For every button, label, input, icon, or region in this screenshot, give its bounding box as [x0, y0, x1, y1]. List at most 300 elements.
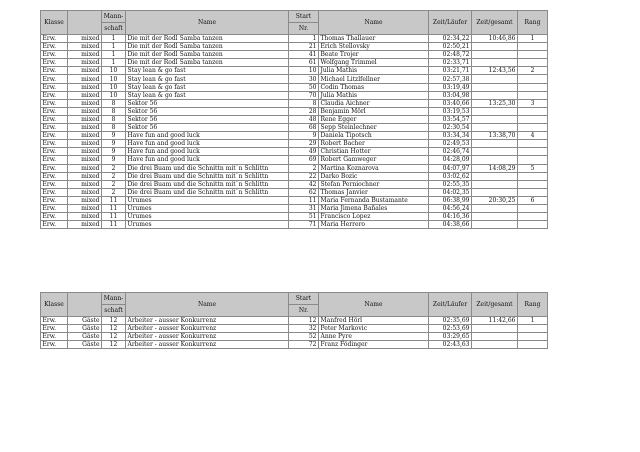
cell-mannschaft: 9 [102, 156, 126, 164]
cell-rang [518, 180, 548, 188]
cell-start-nr: 68 [289, 124, 319, 132]
cell-klasse: Erw. [41, 99, 68, 107]
cell-start-nr: 8 [289, 99, 319, 107]
cell-team-name: Urumes [126, 196, 289, 204]
cell-start-nr: 2 [289, 164, 319, 172]
cell-zeit-laeufer: 03:34,34 [429, 132, 472, 140]
cell-klasse: Erw. [41, 107, 68, 115]
cell-kategorie: mixed [68, 164, 102, 172]
cell-zeit-laeufer: 04:38,66 [429, 221, 472, 229]
cell-mannschaft: 1 [102, 59, 126, 67]
cell-rang [518, 188, 548, 196]
cell-zeit-gesamt [472, 83, 518, 91]
cell-klasse: Erw. [41, 140, 68, 148]
cell-runner-name: Wolfgang Trimmel [319, 59, 429, 67]
table-row [41, 132, 548, 140]
cell-runner-name: Maria Fernanda Bustamante [319, 196, 429, 204]
cell-klasse: Erw. [41, 188, 68, 196]
cell-team-name: Arbeiter - ausser Konkurrenz [126, 333, 289, 341]
cell-runner-name: Anne Pyre [319, 333, 429, 341]
cell-start-nr: 10 [289, 67, 319, 75]
cell-mannschaft: 2 [102, 180, 126, 188]
cell-runner-name: Beate Trojer [319, 51, 429, 59]
table-body [41, 317, 548, 349]
cell-rang [518, 341, 548, 349]
cell-runner-name: Julia Mathis [319, 91, 429, 99]
table-row [41, 333, 548, 341]
cell-zeit-laeufer: 04:56,24 [429, 204, 472, 212]
header-start: Start [289, 11, 319, 23]
cell-klasse: Erw. [41, 91, 68, 99]
table-row [41, 43, 548, 51]
cell-zeit-laeufer: 02:48,72 [429, 51, 472, 59]
header-start: Start [289, 293, 319, 305]
cell-mannschaft: 2 [102, 164, 126, 172]
header-schaft: schaft [102, 23, 126, 35]
cell-team-name: Die mit der Rodl Samba tanzen [126, 35, 289, 43]
cell-rang [518, 325, 548, 333]
header-runner-name: Name [319, 293, 429, 317]
cell-team-name: Stay lean & go fast [126, 67, 289, 75]
cell-klasse: Erw. [41, 341, 68, 349]
table-row [41, 188, 548, 196]
cell-mannschaft: 10 [102, 67, 126, 75]
cell-start-nr: 72 [289, 341, 319, 349]
cell-mannschaft: 9 [102, 132, 126, 140]
cell-start-nr: 9 [289, 132, 319, 140]
cell-zeit-laeufer: 02:46,74 [429, 148, 472, 156]
cell-runner-name: Christian Hotter [319, 148, 429, 156]
header-zeit-gesamt: Zeit/gesamt [472, 293, 518, 317]
cell-runner-name: Thomas Thallauer [319, 35, 429, 43]
header-nr: Nr. [289, 305, 319, 317]
cell-rang [518, 43, 548, 51]
cell-team-name: Die mit der Rodl Samba tanzen [126, 51, 289, 59]
cell-mannschaft: 12 [102, 317, 126, 325]
cell-mannschaft: 12 [102, 325, 126, 333]
header-team-name: Name [126, 293, 289, 317]
cell-kategorie: Gäste [68, 341, 102, 349]
cell-start-nr: 12 [289, 317, 319, 325]
cell-zeit-laeufer: 02:50,21 [429, 43, 472, 51]
cell-mannschaft: 12 [102, 333, 126, 341]
cell-zeit-gesamt: 14:08,29 [472, 164, 518, 172]
cell-zeit-gesamt [472, 75, 518, 83]
cell-klasse: Erw. [41, 75, 68, 83]
cell-kategorie: mixed [68, 156, 102, 164]
cell-rang: 5 [518, 164, 548, 172]
cell-klasse: Erw. [41, 221, 68, 229]
cell-zeit-gesamt [472, 115, 518, 123]
table-row [41, 91, 548, 99]
cell-start-nr: 22 [289, 172, 319, 180]
table-row [41, 148, 548, 156]
cell-mannschaft: 8 [102, 124, 126, 132]
cell-start-nr: 28 [289, 107, 319, 115]
cell-team-name: Die mit der Rodl Samba tanzen [126, 43, 289, 51]
cell-mannschaft: 8 [102, 99, 126, 107]
cell-zeit-gesamt [472, 51, 518, 59]
cell-zeit-laeufer: 03:02,62 [429, 172, 472, 180]
table-row [41, 221, 548, 229]
header-rang: Rang [518, 293, 548, 317]
cell-mannschaft: 12 [102, 341, 126, 349]
cell-klasse: Erw. [41, 164, 68, 172]
cell-rang [518, 107, 548, 115]
cell-klasse: Erw. [41, 156, 68, 164]
cell-start-nr: 48 [289, 115, 319, 123]
cell-rang [518, 115, 548, 123]
cell-zeit-gesamt [472, 204, 518, 212]
header-blank [68, 293, 102, 317]
cell-zeit-laeufer: 03:40,66 [429, 99, 472, 107]
header-nr: Nr. [289, 23, 319, 35]
cell-zeit-gesamt: 13:38,70 [472, 132, 518, 140]
cell-runner-name: Daniela Tipotsch [319, 132, 429, 140]
cell-zeit-gesamt [472, 341, 518, 349]
cell-zeit-laeufer: 03:19,53 [429, 107, 472, 115]
cell-kategorie: mixed [68, 172, 102, 180]
cell-start-nr: 1 [289, 35, 319, 43]
cell-zeit-laeufer: 02:57,38 [429, 75, 472, 83]
cell-runner-name: Julia Mathis [319, 67, 429, 75]
cell-rang [518, 172, 548, 180]
table-row [41, 67, 548, 75]
table-row [41, 325, 548, 333]
header-schaft: schaft [102, 305, 126, 317]
cell-runner-name: Martina Koznarova [319, 164, 429, 172]
results-table-mixed [40, 10, 548, 229]
cell-runner-name: Erich Stellovsky [319, 43, 429, 51]
cell-mannschaft: 8 [102, 107, 126, 115]
cell-team-name: Arbeiter - ausser Konkurrenz [126, 325, 289, 333]
cell-start-nr: 61 [289, 59, 319, 67]
cell-team-name: Have fun and good luck [126, 140, 289, 148]
cell-zeit-gesamt [472, 221, 518, 229]
cell-rang [518, 83, 548, 91]
cell-team-name: Sektor 56 [126, 107, 289, 115]
cell-kategorie: mixed [68, 213, 102, 221]
cell-mannschaft: 1 [102, 43, 126, 51]
cell-zeit-laeufer: 04:28,09 [429, 156, 472, 164]
cell-kategorie: mixed [68, 140, 102, 148]
cell-klasse: Erw. [41, 83, 68, 91]
cell-mannschaft: 11 [102, 213, 126, 221]
cell-team-name: Have fun and good luck [126, 148, 289, 156]
cell-rang [518, 124, 548, 132]
cell-kategorie: mixed [68, 91, 102, 99]
table-row [41, 317, 548, 325]
table-row [41, 180, 548, 188]
cell-klasse: Erw. [41, 132, 68, 140]
cell-mannschaft: 8 [102, 115, 126, 123]
cell-klasse: Erw. [41, 172, 68, 180]
table-header-row [41, 293, 548, 305]
cell-team-name: Stay lean & go fast [126, 91, 289, 99]
cell-team-name: Sektor 56 [126, 115, 289, 123]
cell-kategorie: mixed [68, 196, 102, 204]
cell-klasse: Erw. [41, 317, 68, 325]
cell-kategorie: mixed [68, 221, 102, 229]
cell-zeit-laeufer: 02:35,69 [429, 317, 472, 325]
cell-mannschaft: 10 [102, 83, 126, 91]
cell-zeit-laeufer: 03:19,49 [429, 83, 472, 91]
cell-zeit-gesamt [472, 156, 518, 164]
cell-runner-name: Manfred Hörl [319, 317, 429, 325]
cell-start-nr: 11 [289, 196, 319, 204]
cell-rang [518, 59, 548, 67]
header-team-name: Name [126, 11, 289, 35]
table-row [41, 140, 548, 148]
cell-team-name: Die drei Buam und die Schnittn mit`n Schlittn [126, 180, 289, 188]
cell-zeit-gesamt [472, 43, 518, 51]
cell-mannschaft: 10 [102, 75, 126, 83]
cell-mannschaft: 11 [102, 196, 126, 204]
header-zeit-laeufer: Zeit/Läufer [429, 293, 472, 317]
table-row [41, 213, 548, 221]
cell-zeit-laeufer: 06:38,99 [429, 196, 472, 204]
cell-team-name: Arbeiter - ausser Konkurrenz [126, 317, 289, 325]
cell-team-name: Die mit der Rodl Samba tanzen [126, 59, 289, 67]
cell-mannschaft: 2 [102, 188, 126, 196]
cell-kategorie: mixed [68, 59, 102, 67]
header-zeit-gesamt: Zeit/gesamt [472, 11, 518, 35]
cell-runner-name: Franz Födinger [319, 341, 429, 349]
cell-kategorie: mixed [68, 99, 102, 107]
cell-zeit-gesamt: 12:43,56 [472, 67, 518, 75]
cell-zeit-laeufer: 03:04,98 [429, 91, 472, 99]
cell-zeit-laeufer: 02:30,54 [429, 124, 472, 132]
cell-rang [518, 91, 548, 99]
cell-mannschaft: 1 [102, 35, 126, 43]
cell-kategorie: mixed [68, 132, 102, 140]
cell-zeit-gesamt [472, 172, 518, 180]
cell-runner-name: Peter Markovic [319, 325, 429, 333]
cell-zeit-gesamt [472, 91, 518, 99]
cell-zeit-gesamt [472, 107, 518, 115]
cell-start-nr: 50 [289, 83, 319, 91]
cell-start-nr: 71 [289, 221, 319, 229]
cell-rang [518, 75, 548, 83]
table-row [41, 115, 548, 123]
table-row [41, 35, 548, 43]
cell-klasse: Erw. [41, 196, 68, 204]
cell-kategorie: mixed [68, 124, 102, 132]
cell-zeit-gesamt [472, 213, 518, 221]
cell-zeit-laeufer: 03:54,57 [429, 115, 472, 123]
table-header-row [41, 11, 548, 23]
table-row [41, 59, 548, 67]
cell-zeit-gesamt: 11:42,66 [472, 317, 518, 325]
cell-klasse: Erw. [41, 325, 68, 333]
table-row [41, 196, 548, 204]
cell-runner-name: Stefan Perniochner [319, 180, 429, 188]
cell-zeit-gesamt [472, 188, 518, 196]
cell-kategorie: mixed [68, 115, 102, 123]
cell-rang [518, 148, 548, 156]
header-rang: Rang [518, 11, 548, 35]
cell-zeit-gesamt [472, 180, 518, 188]
cell-kategorie: mixed [68, 35, 102, 43]
header-mann: Mann- [102, 11, 126, 23]
cell-mannschaft: 2 [102, 172, 126, 180]
cell-start-nr: 29 [289, 140, 319, 148]
table-row [41, 204, 548, 212]
header-klasse: Klasse [41, 293, 68, 317]
cell-runner-name: Rene Egger [319, 115, 429, 123]
cell-klasse: Erw. [41, 67, 68, 75]
cell-zeit-gesamt: 20:30,25 [472, 196, 518, 204]
cell-start-nr: 42 [289, 180, 319, 188]
cell-zeit-laeufer: 04:02,35 [429, 188, 472, 196]
cell-klasse: Erw. [41, 148, 68, 156]
header-klasse: Klasse [41, 11, 68, 35]
cell-team-name: Die drei Buam und die Schnittn mit`n Schlittn [126, 188, 289, 196]
cell-runner-name: Thomas Janvier [319, 188, 429, 196]
table-row [41, 341, 548, 349]
cell-kategorie: Gäste [68, 317, 102, 325]
cell-zeit-gesamt [472, 325, 518, 333]
table-row [41, 164, 548, 172]
cell-kategorie: mixed [68, 43, 102, 51]
cell-start-nr: 30 [289, 75, 319, 83]
cell-mannschaft: 10 [102, 91, 126, 99]
cell-zeit-laeufer: 02:34,22 [429, 35, 472, 43]
cell-klasse: Erw. [41, 115, 68, 123]
cell-rang: 1 [518, 35, 548, 43]
cell-rang: 4 [518, 132, 548, 140]
cell-zeit-laeufer: 04:07,97 [429, 164, 472, 172]
table-row [41, 51, 548, 59]
table-body [41, 35, 548, 229]
cell-klasse: Erw. [41, 43, 68, 51]
cell-rang: 2 [518, 67, 548, 75]
cell-zeit-laeufer: 02:53,69 [429, 325, 472, 333]
cell-zeit-gesamt [472, 148, 518, 156]
cell-team-name: Urumes [126, 213, 289, 221]
cell-team-name: Arbeiter - ausser Konkurrenz [126, 341, 289, 349]
cell-runner-name: Maria Herrero [319, 221, 429, 229]
cell-runner-name: Francisco Lopez [319, 213, 429, 221]
cell-rang [518, 204, 548, 212]
cell-kategorie: mixed [68, 107, 102, 115]
cell-start-nr: 62 [289, 188, 319, 196]
table-row [41, 124, 548, 132]
cell-klasse: Erw. [41, 124, 68, 132]
header-runner-name: Name [319, 11, 429, 35]
cell-start-nr: 41 [289, 51, 319, 59]
cell-mannschaft: 9 [102, 140, 126, 148]
cell-start-nr: 32 [289, 325, 319, 333]
cell-start-nr: 49 [289, 148, 319, 156]
cell-zeit-gesamt [472, 59, 518, 67]
table-row [41, 156, 548, 164]
header-mann: Mann- [102, 293, 126, 305]
cell-zeit-laeufer: 04:16,36 [429, 213, 472, 221]
cell-runner-name: Robert Bacher [319, 140, 429, 148]
cell-team-name: Stay lean & go fast [126, 75, 289, 83]
cell-runner-name: Maria Jimena Bañales [319, 204, 429, 212]
cell-team-name: Sektor 56 [126, 99, 289, 107]
cell-mannschaft: 11 [102, 204, 126, 212]
cell-klasse: Erw. [41, 51, 68, 59]
cell-zeit-gesamt: 10:46,86 [472, 35, 518, 43]
cell-rang: 1 [518, 317, 548, 325]
cell-kategorie: Gäste [68, 325, 102, 333]
cell-kategorie: mixed [68, 188, 102, 196]
cell-rang: 3 [518, 99, 548, 107]
cell-rang [518, 333, 548, 341]
cell-klasse: Erw. [41, 213, 68, 221]
cell-zeit-laeufer: 02:43,63 [429, 341, 472, 349]
results-table-gaeste [40, 292, 548, 349]
cell-kategorie: mixed [68, 180, 102, 188]
cell-zeit-laeufer: 02:49,53 [429, 140, 472, 148]
cell-kategorie: mixed [68, 67, 102, 75]
cell-start-nr: 21 [289, 43, 319, 51]
cell-start-nr: 31 [289, 204, 319, 212]
cell-start-nr: 51 [289, 213, 319, 221]
cell-rang [518, 221, 548, 229]
cell-runner-name: Sepp Steinlechner [319, 124, 429, 132]
cell-runner-name: Benjamin Mörl [319, 107, 429, 115]
cell-runner-name: Michael Litzlfellner [319, 75, 429, 83]
cell-kategorie: Gäste [68, 333, 102, 341]
cell-team-name: Stay lean & go fast [126, 83, 289, 91]
table-row [41, 75, 548, 83]
cell-kategorie: mixed [68, 148, 102, 156]
cell-zeit-laeufer: 03:21,71 [429, 67, 472, 75]
cell-rang [518, 156, 548, 164]
cell-rang [518, 51, 548, 59]
cell-team-name: Urumes [126, 204, 289, 212]
cell-start-nr: 52 [289, 333, 319, 341]
cell-zeit-laeufer: 02:55,35 [429, 180, 472, 188]
cell-mannschaft: 1 [102, 51, 126, 59]
cell-zeit-laeufer: 02:33,71 [429, 59, 472, 67]
cell-team-name: Have fun and good luck [126, 132, 289, 140]
cell-kategorie: mixed [68, 51, 102, 59]
cell-kategorie: mixed [68, 83, 102, 91]
cell-team-name: Die drei Buam und die Schnittn mit`n Schlittn [126, 172, 289, 180]
cell-team-name: Die drei Buam und die Schnittn mit`n Schlittn [126, 164, 289, 172]
cell-runner-name: Robert Gamweger [319, 156, 429, 164]
cell-runner-name: Claudia Aichner [319, 99, 429, 107]
cell-kategorie: mixed [68, 75, 102, 83]
cell-zeit-gesamt [472, 333, 518, 341]
cell-zeit-gesamt [472, 124, 518, 132]
cell-mannschaft: 11 [102, 221, 126, 229]
cell-klasse: Erw. [41, 204, 68, 212]
cell-team-name: Sektor 56 [126, 124, 289, 132]
cell-team-name: Have fun and good luck [126, 156, 289, 164]
cell-start-nr: 70 [289, 91, 319, 99]
cell-rang [518, 140, 548, 148]
cell-rang: 6 [518, 196, 548, 204]
cell-zeit-gesamt: 13:25,30 [472, 99, 518, 107]
cell-rang [518, 213, 548, 221]
cell-zeit-gesamt [472, 140, 518, 148]
header-zeit-laeufer: Zeit/Läufer [429, 11, 472, 35]
cell-start-nr: 69 [289, 156, 319, 164]
cell-runner-name: Codin Thomas [319, 83, 429, 91]
cell-klasse: Erw. [41, 333, 68, 341]
cell-klasse: Erw. [41, 35, 68, 43]
cell-klasse: Erw. [41, 59, 68, 67]
table-row [41, 99, 548, 107]
cell-zeit-laeufer: 03:29,65 [429, 333, 472, 341]
cell-team-name: Urumes [126, 221, 289, 229]
